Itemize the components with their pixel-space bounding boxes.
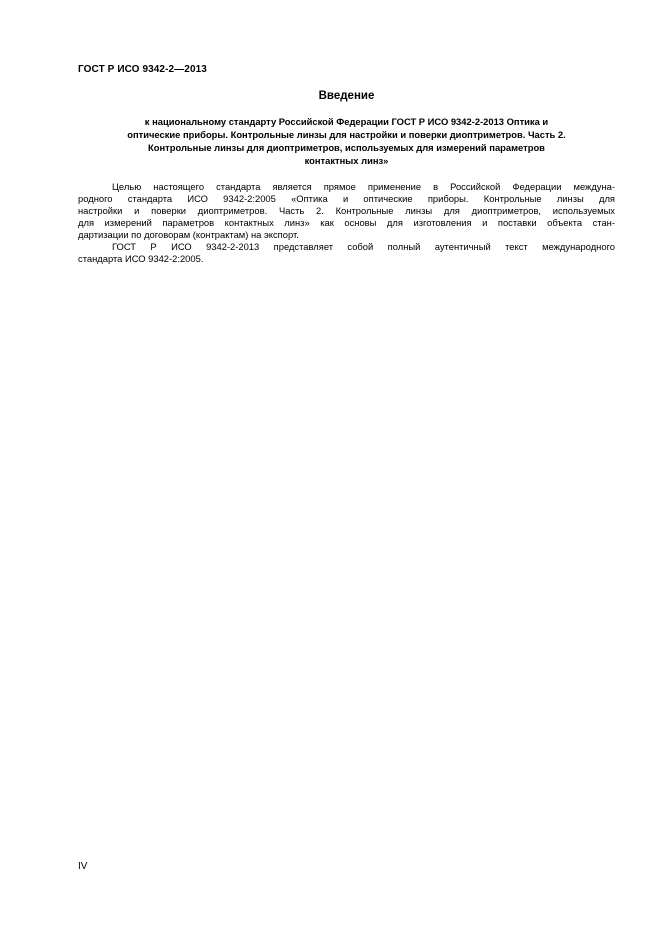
paragraph-line: дартизации по договорам (контрактам) на экспорт. [78,229,299,240]
paragraph-line: стандарта ИСО 9342-2:2005. [78,253,204,264]
paragraph-line: Целью настоящего стандарта является прямое применение в Российской Федерации междуна- [112,181,615,192]
subtitle-line: к национальному стандарту Российской Федерации ГОСТ Р ИСО 9342-2-2013 Оптика и [144,116,549,127]
section-subtitle [78,115,615,167]
paragraph-line: для измерений параметров контактных линз» как основы для изготовления и поставки объекта стан- [78,217,615,228]
document-code-header: ГОСТ Р ИСО 9342-2—2013 [78,64,207,75]
subtitle-line: Контрольные линзы для диоптриметров, используемых для измерений параметров [148,142,545,153]
subtitle-line: оптические приборы. Контрольные линзы для настройки и поверки диоптриметров. Часть 2. [127,129,566,140]
body-text [78,181,615,265]
paragraph-line: настройки и поверки диоптриметров. Часть 2. Контрольные линзы для диоптриметров, используемых [78,205,615,216]
section-title: Введение [318,90,375,102]
paragraph-line: родного стандарта ИСО 9342-2:2005 «Оптика и оптические приборы. Контрольные линзы для [78,193,615,204]
subtitle-line: контактных линз» [304,155,389,166]
page-number: IV [78,861,88,872]
paragraph-line: ГОСТ Р ИСО 9342-2-2013 представляет собой полный аутентичный текст международного [112,241,615,252]
